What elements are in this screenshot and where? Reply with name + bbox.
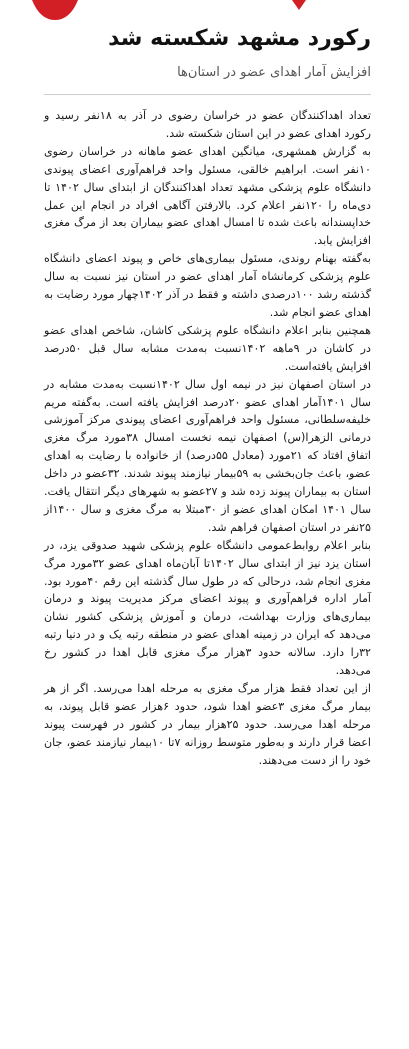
article-paragraph: به گزارش همشهری، میانگین اهدای عضو ماهانه در خراسان رضوی ۱۰نفر است. ابراهیم خالقی، مسئول واحد فراهم‌آوری اعضای پیوندی دانشگاه علوم پزشکی مشهد تعداد اهداکنندگان از ابتدای سال ۱۴۰۲ تا دی‌ماه را ۱۲۰نفر اعلام کرد. بالارفتن آگاهی افراد در انجام این عمل خداپسندانه باعث شده تا امسال اهدای عضو بیماران بعد از مرگ مغزی افزایش یابد.	[44, 144, 372, 248]
article-paragraph: همچنین بنابر اعلام دانشگاه علوم پزشکی کاشان، شاخص اهدای عضو در کاشان در ۹ماهه ۱۴۰۲نسبت به‌مدت مشابه سال قبل ۵۰درصد افزایش یافته‌است.	[44, 323, 371, 373]
article-headline: رکورد مشهد شکسته شد	[108, 26, 371, 51]
red-marker-shape	[292, 0, 306, 10]
article-paragraph: از این تعداد فقط هزار مرگ مغزی به مرحله اهدا می‌رسد. اگر از هر بیمار مرگ مغزی ۳عضو اهدا شود، حدود ۶هزار عضو قابل پیوند، به مرحله اهدا می‌رسد. حدود ۲۵هزار بیمار در کشور در فهرست پیوند اعضا قرار دارند و به‌طور متوسط روزانه ۷تا ۱۰بیمار نیازمند عضو، جان خود را از دست می‌دهند.	[44, 682, 372, 767]
article-paragraph: به‌گفته بهنام روندی، مسئول بیماری‌های خاص و پیوند اعضای دانشگاه علوم پزشکی کرمانشاه آمار اهدای عضو در استان نیز نسبت به سال گذشته رشد ۱۰۰درصدی داشته و فقط در آذر ۱۴۰۲چهار مورد رضایت به اهدای عضو انجام شد.	[44, 252, 372, 319]
article-subheadline: افزایش آمار اهدای عضو در استان‌ها	[177, 65, 371, 80]
red-badge-shape	[32, 0, 78, 20]
article-body	[44, 107, 371, 770]
article-paragraph: بنابر اعلام روابط‌عمومی دانشگاه علوم پزشکی شهید صدوقی یزد، در استان یزد نیز از ابتدای سال ۱۴۰۲تا آبان‌ماه اهدای عضو ۳۲مورد مرگ مغزی انجام شد، درحالی که در طول سال گذشته این رقم ۴۰مورد بود. آمار اداره فراهم‌آوری و پیوند اعضای مرکز مدیریت پیوند و درمان بیماری‌های وزارت بهداشت، درمان و آموزش پزشکی کشور نشان می‌دهد که ایران در زمینه اهدای عضو در منطقه رتبه یک و در دنیا رتبه ۳۲را دارد. سالانه حدود ۳هزار مرگ مغزی قابل اهدا در کشور رخ می‌دهد.	[44, 538, 371, 678]
top-red-decoration	[0, 0, 409, 24]
headline-divider	[44, 94, 371, 95]
article-paragraph: در استان اصفهان نیز در نیمه اول سال ۱۴۰۲نسبت به‌مدت مشابه در سال ۱۴۰۱آمار اهدای عضو ۲۰درصد افزایش یافته است. به‌گفته مریم خلیفه‌سلطانی، مسئول واحد فراهم‌آوری اعضای پیوندی مرکز آموزشی درمانی الزهرا(س) اصفهان نیمه نخست امسال ۳۸مورد مرگ مغزی اتفاق افتاد که ۲۱مورد (معادل ۵۵درصد) از خانواده با رضایت به اهدای عضو، باعث جان‌بخشی به ۵۹بیمار نیازمند پیوند شدند. ۳۲عضو در داخل استان به بیماران پیوند زده شد و ۲۷عضو به شهرهای دیگر انتقال یافت. سال ۱۴۰۱ امکان اهدای عضو از ۳۰مبتلا به مرگ مغزی و سال ۱۴۰۰از ۲۵نفر در استان اصفهان فراهم شد.	[44, 377, 371, 534]
article	[44, 24, 371, 770]
article-paragraph: تعداد اهداکنندگان عضو در خراسان رضوی در آذر به ۱۸نفر رسید و رکورد اهدای عضو در این استان شکسته شد.	[44, 109, 371, 140]
